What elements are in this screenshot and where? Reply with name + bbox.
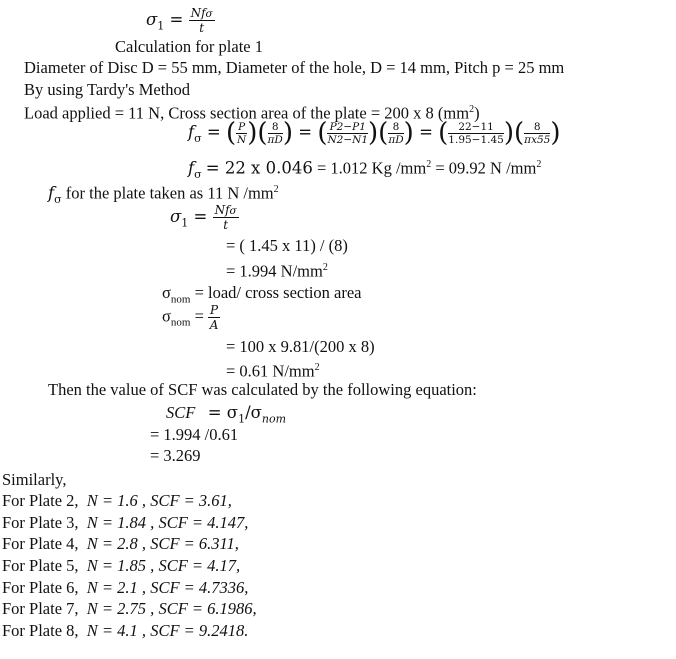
sigma1-fraction [189,6,215,35]
f-symbol: f [188,158,195,178]
plate-scf: SCF = 9.2418. [150,621,249,641]
sigma1-symbol: σ [146,10,158,29]
fraction-8-pid-2 [388,121,403,146]
f-taken-text: for the plate taken as 11 N /mm [61,183,274,203]
paren-open: ( [257,118,268,148]
plate-n: N = 1.6 , [86,491,147,510]
numerator: 8 [388,121,403,134]
method-line: By using Tardy's Method [24,80,191,99]
sup: 2 [322,262,328,273]
sigma-nom-step1: = 100 x 9.81/(200 x 8) [226,337,375,356]
paren-open: ( [378,118,389,148]
numerator: P [238,120,246,133]
fraction-8-pi55 [524,121,550,146]
plate-scf: SCF = 6.311, [150,534,239,554]
paren-close: ) [550,118,561,148]
numerator-text: Nf [214,203,230,217]
numerator: 22−11 [448,121,504,134]
equals-sign: = [193,207,208,226]
sigma-nom-sub: nom [170,293,191,306]
sup: 2 [536,159,542,170]
paren-close: ) [403,118,414,148]
numerator-sub: σ [205,8,213,20]
paren-close: ) [503,118,515,148]
plate-label: For Plate 5, [2,556,79,576]
f-result-kg: = 1.012 Kg /mm [312,158,427,178]
load-end: ) [474,103,480,123]
plate-n: N = 2.75 , [86,599,155,619]
sup: 2 [426,159,432,170]
denominator: πD [388,133,404,146]
plate-scf: SCF = 6.1986, [158,599,257,619]
numerator: P [210,303,219,317]
load-sup: 2 [469,104,475,115]
denominator: πx55 [524,133,551,146]
plate-n: N = 2.1 , [86,577,147,597]
scf-step2: = 3.269 [150,446,201,465]
numerator-sub: σ [229,205,237,217]
fraction-p2p1-n2n1 [327,121,368,146]
plate-list [2,491,257,643]
paren-close: ) [247,118,258,148]
list-item [2,513,257,535]
numerator: 8 [268,121,283,134]
sup: 2 [314,362,320,373]
equals-sign: = [169,10,184,29]
plate-label: For Plate 6, [2,577,79,597]
denominator: N [237,133,247,146]
list-item [2,578,257,600]
scf-symbol: SCF [166,403,196,422]
denominator: A [209,318,219,332]
fraction-numerator [189,6,215,21]
fraction-numerator [213,203,239,218]
plate-n: N = 4.1 , [86,621,147,641]
sigma1-symbol: σ [170,207,182,226]
plate-n: N = 1.84 , [86,512,155,532]
list-item [2,491,257,513]
plate-scf: SCF = 4.17, [158,556,241,576]
plate-scf: SCF = 4.7336, [150,577,249,597]
scf-step1: = 1.994 /0.61 [150,425,239,444]
sub: nom [261,412,287,426]
sigma1-equation-top [146,6,215,36]
f-subscript: σ [194,167,202,181]
f-subscript: σ [194,131,202,145]
plate-n: N = 2.8 , [86,534,147,554]
paren-open: ( [514,118,525,148]
p-over-a-fraction [208,303,220,332]
sigma-nom-line2 [162,303,220,333]
equals-sign: = [194,306,204,326]
fraction-denominator: t [199,21,205,35]
paren-close: ) [368,118,379,148]
sigma-nom-step2 [226,358,320,382]
heading-plate1: Calculation for plate 1 [115,37,263,56]
f-result-n: = 09.92 N /mm [431,158,537,178]
plate-label: For Plate 2, [2,491,79,510]
plate-label: For Plate 7, [2,599,79,619]
paren-close: ) [282,118,293,148]
similarly: Similarly, [2,470,67,489]
sigma1-step2-text: = 1.994 N/mm [226,261,323,281]
list-item [2,599,257,621]
paren-open: ( [317,118,328,148]
f-sigma-taken [48,180,279,210]
plate-label: For Plate 8, [2,621,79,641]
denominator: N2−N1 [327,133,369,146]
scf-slash: /σ [245,403,262,422]
diameters-line: Diameter of Disc D = 55 mm, Diameter of the hole, D = 14 mm, Pitch p = 25 mm [24,58,565,77]
sigma-nom-step2-text: = 0.61 N/mm [226,361,315,381]
sup: 2 [273,184,279,195]
sigma1-step2 [226,258,328,282]
sigma1-subscript: 1 [157,19,165,33]
f-subscript: σ [54,192,62,206]
list-item [2,556,257,578]
denominator: 1.95−1.45 [448,133,504,146]
sigma-nom-sub: nom [170,316,191,329]
fraction-denominator: t [223,218,229,232]
equals-sign: = [206,122,221,142]
equals-sign: = [419,122,433,142]
numerator: P2−P1 [327,121,368,134]
scf-intro: Then the value of SCF was calculated by the following equation: [48,380,477,399]
numerator-text: Nf [190,6,206,20]
f-sigma-formula [188,120,561,149]
plate-n: N = 1.85 , [86,556,155,576]
plate-scf: SCF = 4.147, [158,512,249,532]
load-text: Load applied = 11 N, Cross section area of the plate = 200 x 8 (mm [24,103,470,123]
paren-open: ( [438,118,449,148]
plate-label: For Plate 3, [2,512,79,532]
f-result-expr: = 22 x 0.046 [205,158,313,178]
list-item [2,534,257,556]
sigma-nom-symbol: σ [162,306,171,326]
equals-sign: = [298,122,313,142]
scf-rhs: = σ [207,403,239,422]
fraction-p-n [236,121,247,146]
sigma1-subscript: 1 [181,216,189,230]
sigma1-step1: = ( 1.45 x 11) / (8) [226,236,348,255]
f-symbol: f [48,183,55,203]
list-item [2,621,257,643]
sigma1-fraction [213,203,239,232]
sigma1-equation [170,203,239,233]
fraction-22-11 [448,121,504,146]
paren-open: ( [225,118,237,148]
numerator: 8 [524,121,550,134]
sub: 1 [238,412,246,426]
f-symbol: f [188,122,195,142]
fraction-8-pid [268,121,283,146]
plate-scf: SCF = 3.61, [150,491,232,510]
sigma-nom-text: = load/ cross section area [194,283,362,302]
plate-label: For Plate 4, [2,534,79,554]
sigma-nom-symbol: σ [162,283,171,302]
denominator: πD [267,133,283,146]
